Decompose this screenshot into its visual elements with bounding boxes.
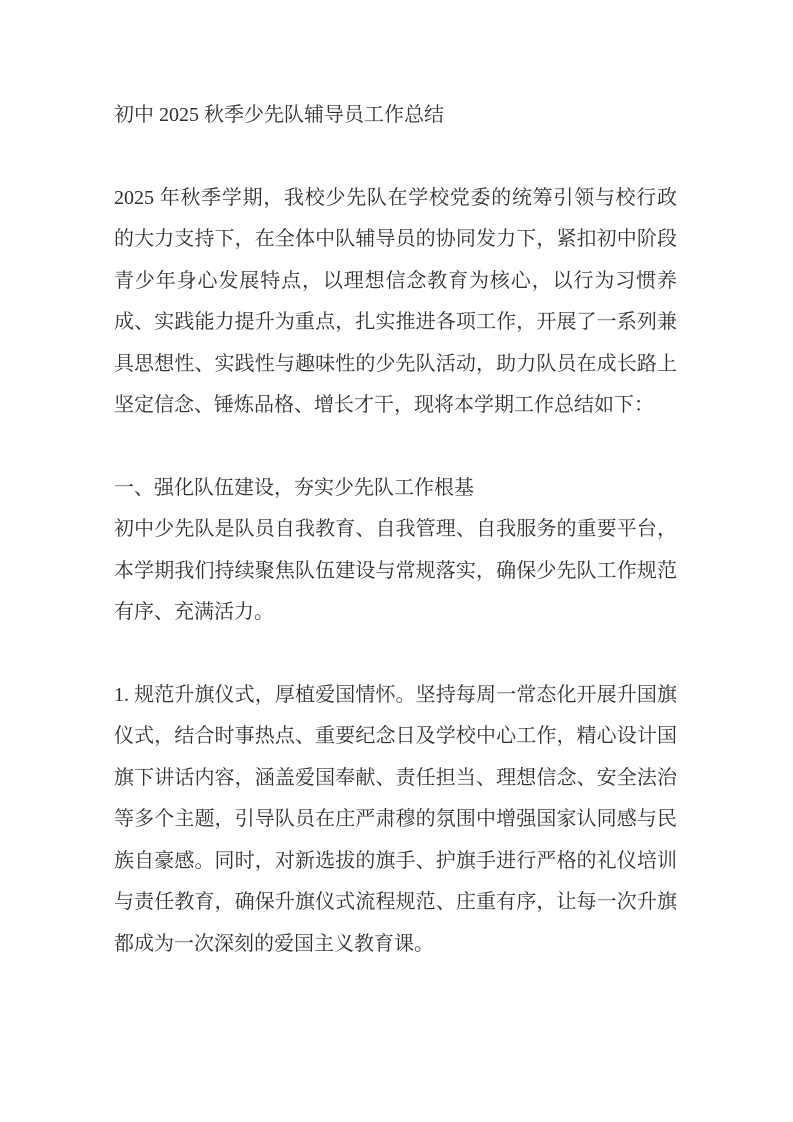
document-title: 初中 2025 秋季少先队辅导员工作总结 [114,104,444,126]
section-1-item-1-paragraph: 1. 规范升旗仪式，厚植爱国情怀。坚持每周一常态化开展升国旗仪式，结合时事热点、重要纪念日及学校中心工作，精心设计国旗下讲话内容，涵盖爱国奉献、责任担当、理想信念、安全法治等多个主题，引导队员在庄严肃穆的氛围中增强国家认同感与民族自豪感。同时，对新选拔的旗手、护旗手进行严格的礼仪培训与责任教育，确保升旗仪式流程规范、庄重有序，让每一次升旗都成为一次深刻的爱国主义教育课。 [114,683,677,955]
intro-paragraph: 2025 年秋季学期，我校少先队在学校党委的统筹引领与校行政的大力支持下，在全体中队辅导员的协同发力下，紧扣初中阶段青少年身心发展特点，以理想信念教育为核心，以行为习惯养成、实践能力提升为重点，扎实推进各项工作，开展了一系列兼具思想性、实践性与趣味性的少先队活动，助力队员在成长路上坚定信念、锤炼品格、增长才干，现将本学期工作总结如下： [114,186,677,416]
section-1-overview-paragraph: 初中少先队是队员自我教育、自我管理、自我服务的重要平台，本学期我们持续聚焦队伍建设与常规落实，确保少先队工作规范有序、充满活力。 [114,518,677,623]
section-1-heading: 一、强化队伍建设，夯实少先队工作根基 [114,476,474,499]
